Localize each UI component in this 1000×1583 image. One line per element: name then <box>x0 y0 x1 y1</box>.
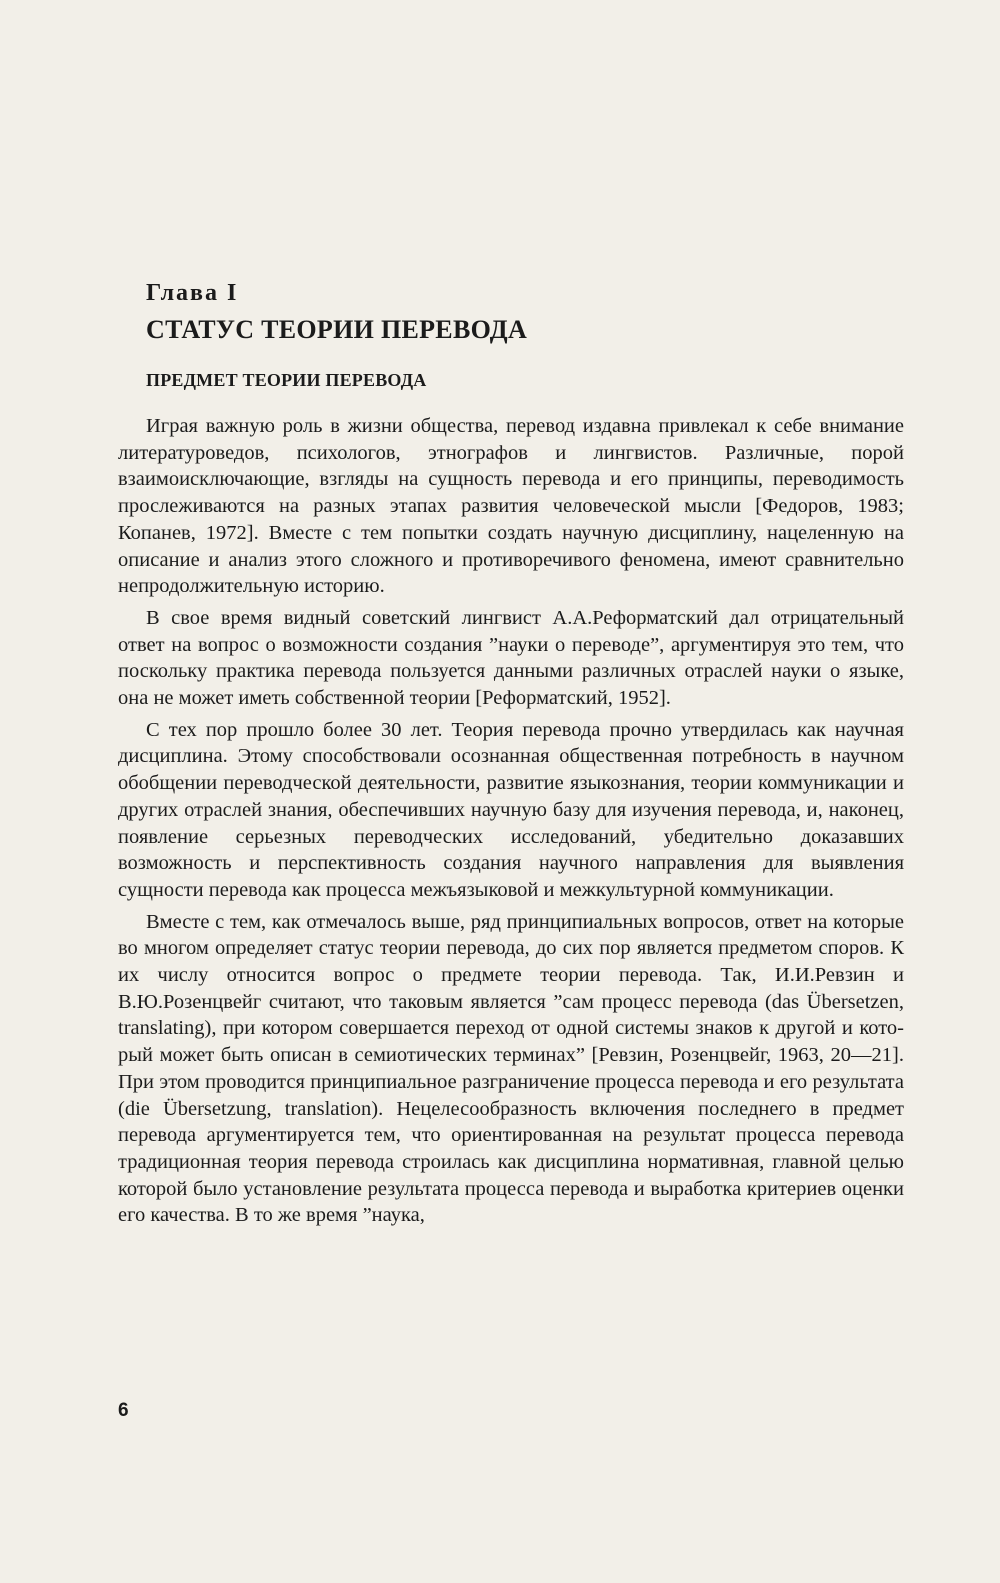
chapter-title: СТАТУС ТЕОРИИ ПЕРЕВОДА <box>146 315 528 344</box>
body-text <box>118 413 904 1234</box>
chapter-label: Глава I <box>146 280 239 306</box>
paragraph: Вместе с тем, как отмечалось выше, ряд принципиальных вопросов, ответ на которые во многом определяет статус теории перевода, до сих пор является предметом споров. К их числу относится вопрос о предмете теории перевода. Так, И.И.Ревзин и В.Ю.Розенцвейг считают, что таковым является ”сам процесс перевода (das Übersetzen, translating), при котором совершается переход от одной системы знаков к другой и который может быть описан в семиотических терминах” [Ревзин, Розенцвейг, 1963, 20—21]. При этом проводится принципиальное разграничение процесса перевода и его результата (die Übersetzung, translation). Нецелесообразность включения последнего в предмет перевода аргументируется тем, что ориентированная на результат процесса перевода традиционная теория перевода строилась как дисциплина нормативная, главной целью которой было установление результата процесса перевода и выработка критериев оценки его качества. В то же время ”наука, <box>118 910 904 1227</box>
section-title: ПРЕДМЕТ ТЕОРИИ ПЕРЕВОДА <box>146 370 427 390</box>
paragraph: В свое время видный советский лингвист А.А.Реформатский дал отрицательный ответ на вопрос о возможности создания ”науки о переводе”, аргументируя это тем, что поскольку практика перевода пользуется данными различных отраслей науки о языке, она не может иметь собственной теории [Реформатский, 1952]. <box>118 606 904 710</box>
page-number: 6 <box>118 1400 129 1421</box>
paragraph: Играя важную роль в жизни общества, перевод издавна привлекал к себе внимание литературоведов, психологов, этнографов и лингвистов. Различные, порой взаимоисключающие, взгляды на сущность перевода и его принципы, переводимость прослеживаются на разных этапах развития человеческой мысли [Федоров, 1983; Копанев, 1972]. Вместе с тем попытки создать научную дисциплину, нацеленную на описание и анализ этого сложного и противоречивого феномена, имеют сравнительно непродолжительную историю. <box>118 415 904 598</box>
paragraph: С тех пор прошло более 30 лет. Теория перевода прочно утвердилась как научная дисциплина. Этому способствовали осознанная общественная потребность в научном обобщении переводческой деятельности, развитие языкознания, теории коммуникации и других отраслей знания, обеспечивших научную базу для изучения перевода, и, наконец, появление серьезных переводческих исследований, убедительно доказавших возможность и перспективность создания научного направления для выявления сущности перевода как процесса межъязыковой и межкультурной коммуникации. <box>118 718 904 901</box>
